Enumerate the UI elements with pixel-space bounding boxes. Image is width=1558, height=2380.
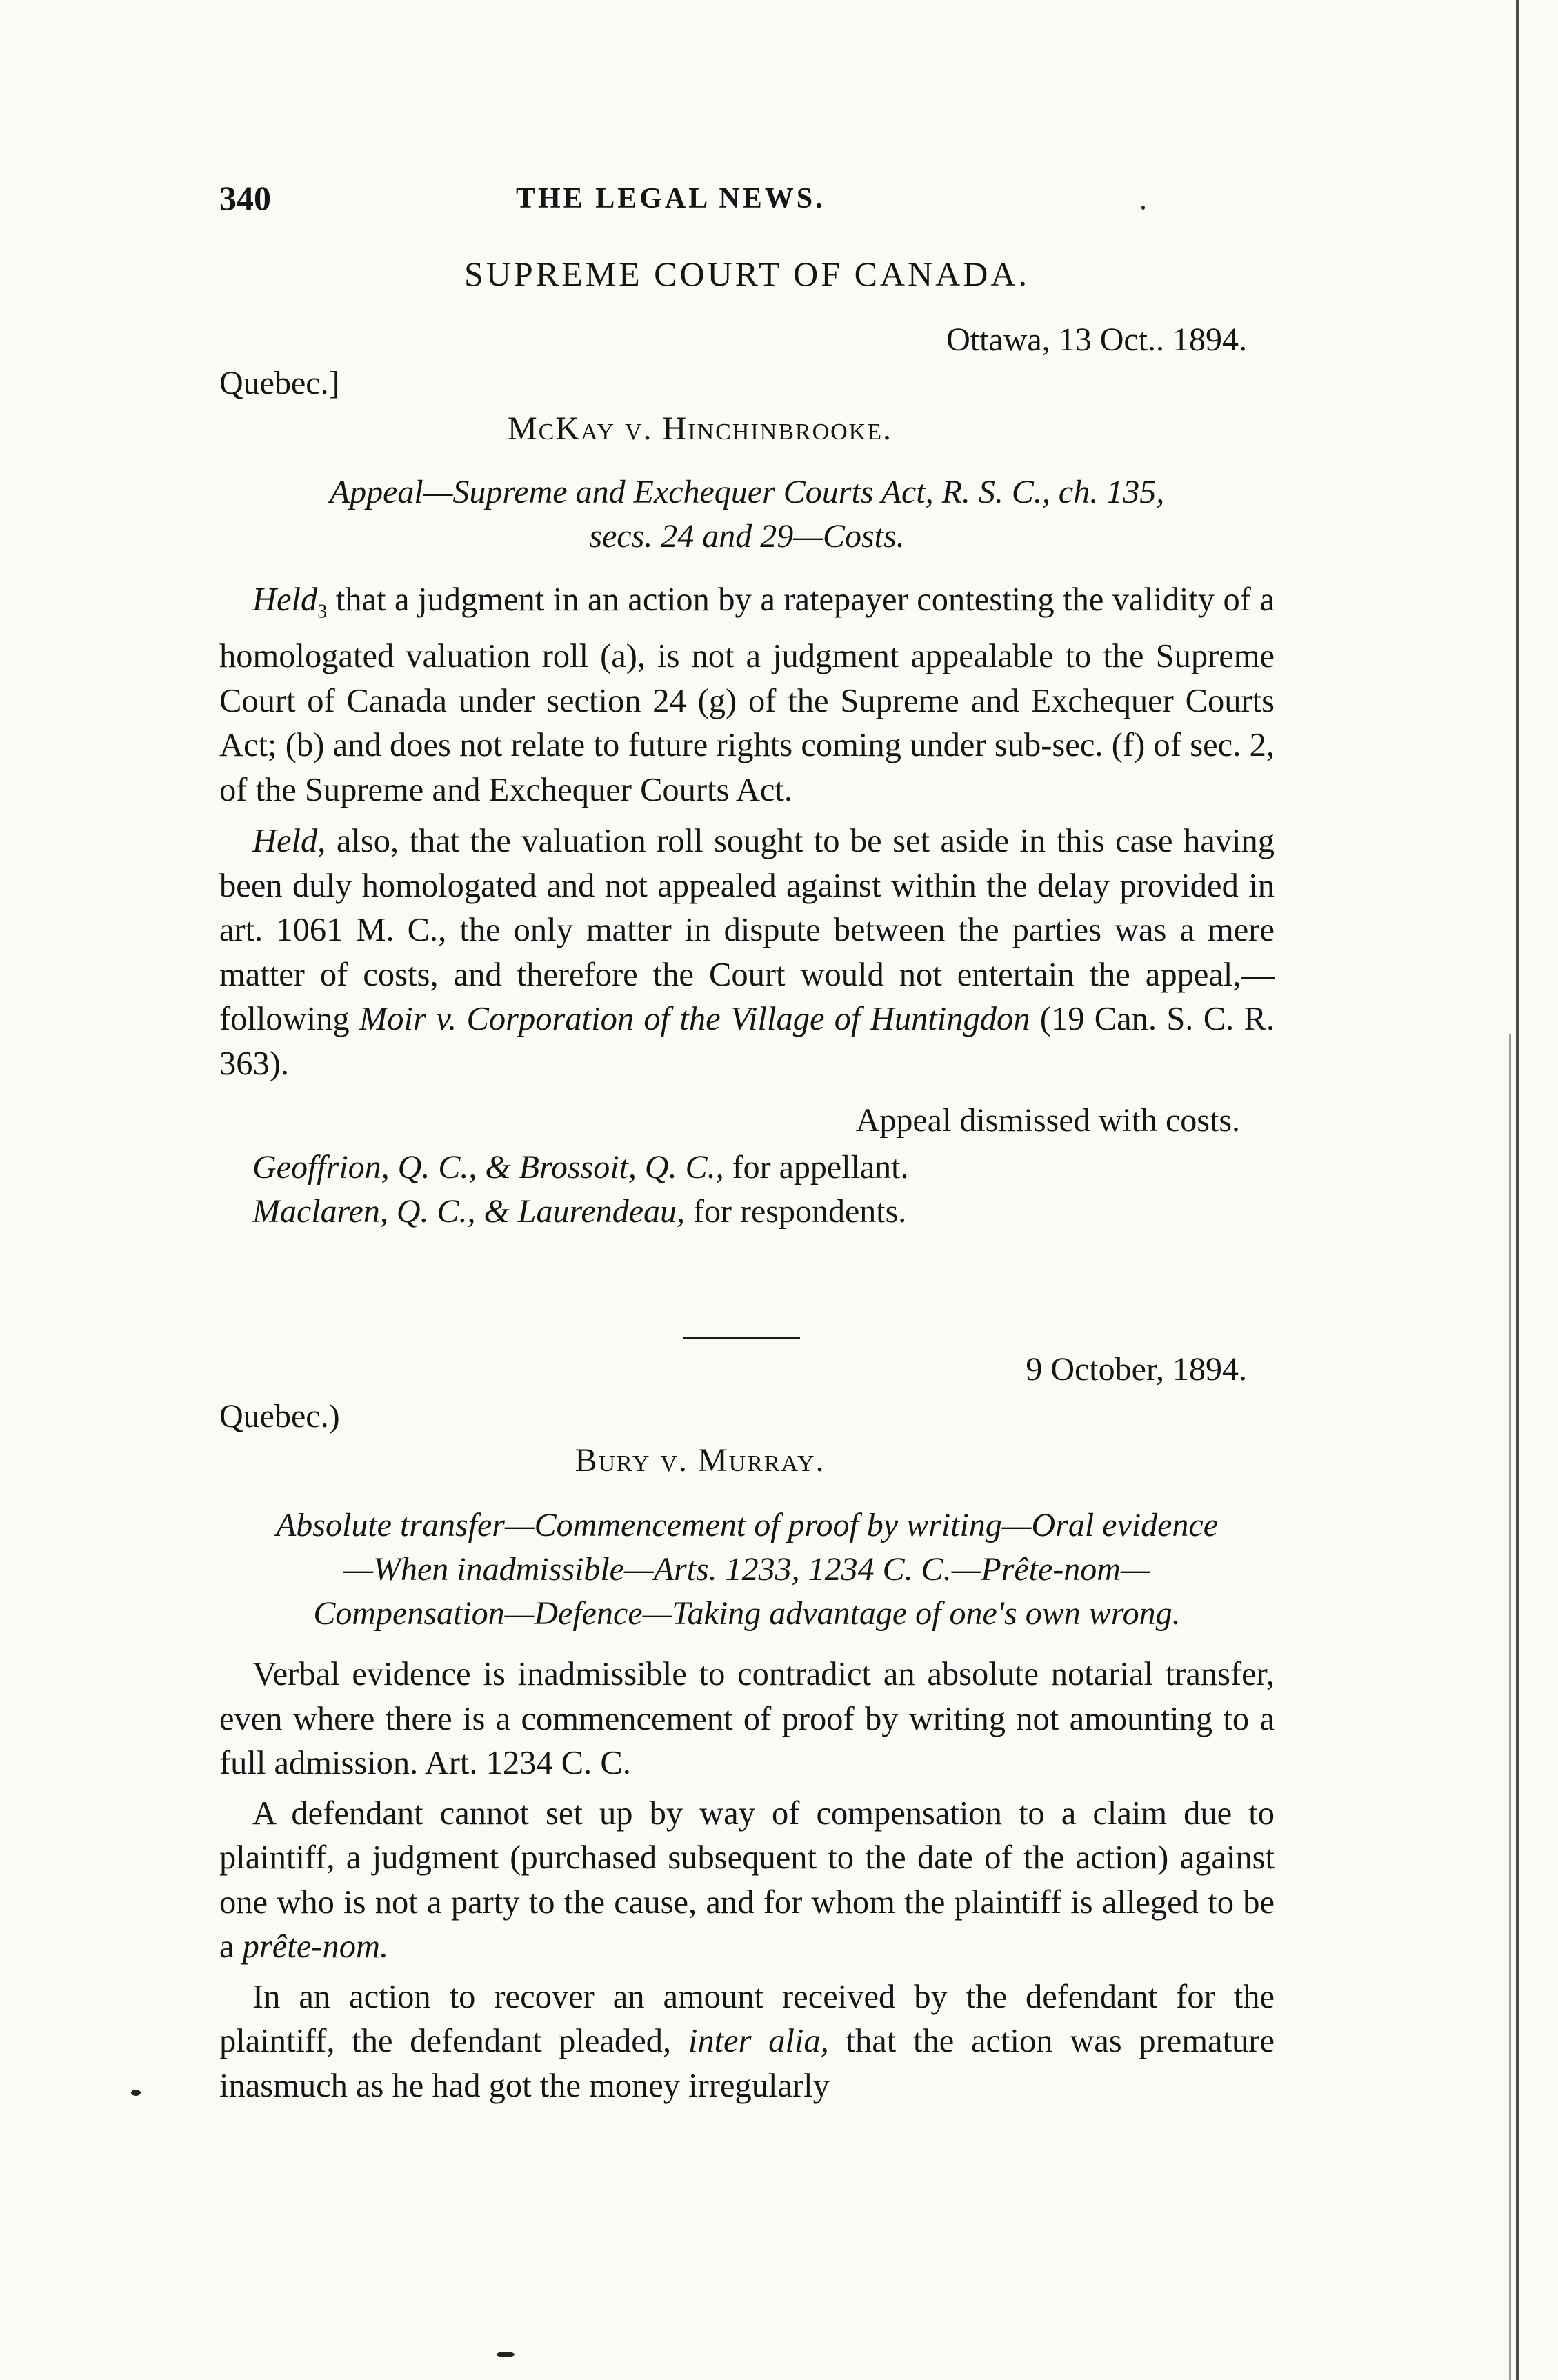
- counsel-names: Maclaren, Q. C., & Laurendeau,: [252, 1193, 686, 1230]
- court-title: SUPREME COURT OF CANADA.: [464, 254, 1030, 293]
- case2-headnote-line: —When inadmissible—Arts. 1233, 1234 C. C.—Prête-nom—: [343, 1551, 1150, 1588]
- scan-edge-line: [1516, 0, 1519, 2380]
- case2-paragraph: A defendant cannot set up by way of compensation to a claim due to plaintiff, a judgment (purchased subsequent to the date of the action) against one who is not a party to the cause, and for whom the plaintiff is alleged to be a prête-nom.: [219, 1794, 1275, 1965]
- page-number: 340: [219, 179, 271, 217]
- held-subscript: 3: [317, 601, 328, 623]
- held-lead: Held: [252, 581, 318, 618]
- case2-paragraph: In an action to recover an amount received by the defendant for the plaintiff, the defendant pleaded, inter alia, that the action was premature inasmuch as he had got the money irregularly: [219, 1978, 1275, 2104]
- section-divider: [683, 1337, 800, 1339]
- page-header: [219, 178, 1275, 226]
- held-lead: Held: [252, 823, 318, 860]
- counsel-role: for respondents.: [685, 1193, 907, 1230]
- case1-body: [219, 578, 1275, 1234]
- case1-headnote-line: secs. 24 and 29—Costs.: [589, 518, 905, 554]
- scan-edge-line: [1509, 1034, 1511, 2380]
- italic-term: prête-nom.: [242, 1928, 389, 1965]
- case1-held-paragraph: [219, 578, 1275, 812]
- case1-place-date: Ottawa, 13 Oct.. 1894.: [946, 321, 1247, 358]
- counsel-appellant: [219, 1146, 1275, 1190]
- case1-held-also-paragraph: [219, 819, 1275, 1086]
- scan-speck: [131, 2090, 141, 2096]
- case2-province: Quebec.): [219, 1398, 340, 1434]
- case1-headnote-line: Appeal—Supreme and Exchequer Courts Act, R. S. C., ch. 135,: [329, 474, 1165, 510]
- scan-speck: [1141, 206, 1145, 210]
- case2-headnote: [219, 1503, 1275, 1636]
- counsel-names: Geoffrion, Q. C., & Brossoit, Q. C.,: [252, 1149, 724, 1186]
- case2-body: [219, 1652, 1275, 2108]
- case2-date: 9 October, 1894.: [1026, 1351, 1247, 1388]
- italic-term: inter alia,: [688, 2023, 829, 2059]
- case1-headnote: [219, 470, 1275, 559]
- held-text: that a judgment in an action by a ratepayer contesting the validity of a homologated valuation roll (a), is not a judgment appealable to the Supreme Court of Canada under section 24 (g) of the Supreme and Exchequer Courts Act; (b) and does not relate to future rights coming under sub-sec. (f) of sec. 2, of the Supreme and Exchequer Courts Act.: [219, 581, 1275, 808]
- running-head: THE LEGAL NEWS.: [516, 183, 826, 214]
- case-citation: Moir v. Corporation of the Village of Huntingdon: [359, 1001, 1030, 1038]
- case1-province: Quebec.]: [219, 365, 340, 401]
- citation-report: (19 Can. S. C. R. 363).: [219, 1001, 1275, 1082]
- case1-result: Appeal dismissed with costs.: [855, 1102, 1240, 1139]
- case1-title: McKay v. Hinchinbrooke.: [508, 410, 892, 447]
- held-text: , also, that the valuation roll sought to be set aside in this case having been duly homologated and not appealed against within the delay provided in art. 1061 M. C., the only matter in dispute between the parties was a mere matter of costs, and therefore the Court would not entertain the appeal,—following: [219, 823, 1275, 1038]
- counsel-respondent: [219, 1190, 1275, 1234]
- counsel-role: for appellant.: [723, 1149, 909, 1186]
- scan-speck: [497, 2352, 515, 2357]
- case2-paragraph: Verbal evidence is inadmissible to contradict an absolute notarial transfer, even where there is a commencement of proof by writing not amounting to a full admission. Art. 1234 C. C.: [219, 1656, 1275, 1781]
- case2-headnote-line: Compensation—Defence—Taking advantage of one's own wrong.: [313, 1595, 1181, 1632]
- case2-title: Bury v. Murray.: [575, 1442, 826, 1479]
- case2-headnote-line: Absolute transfer—Commencement of proof by writing—Oral evidence: [275, 1507, 1219, 1543]
